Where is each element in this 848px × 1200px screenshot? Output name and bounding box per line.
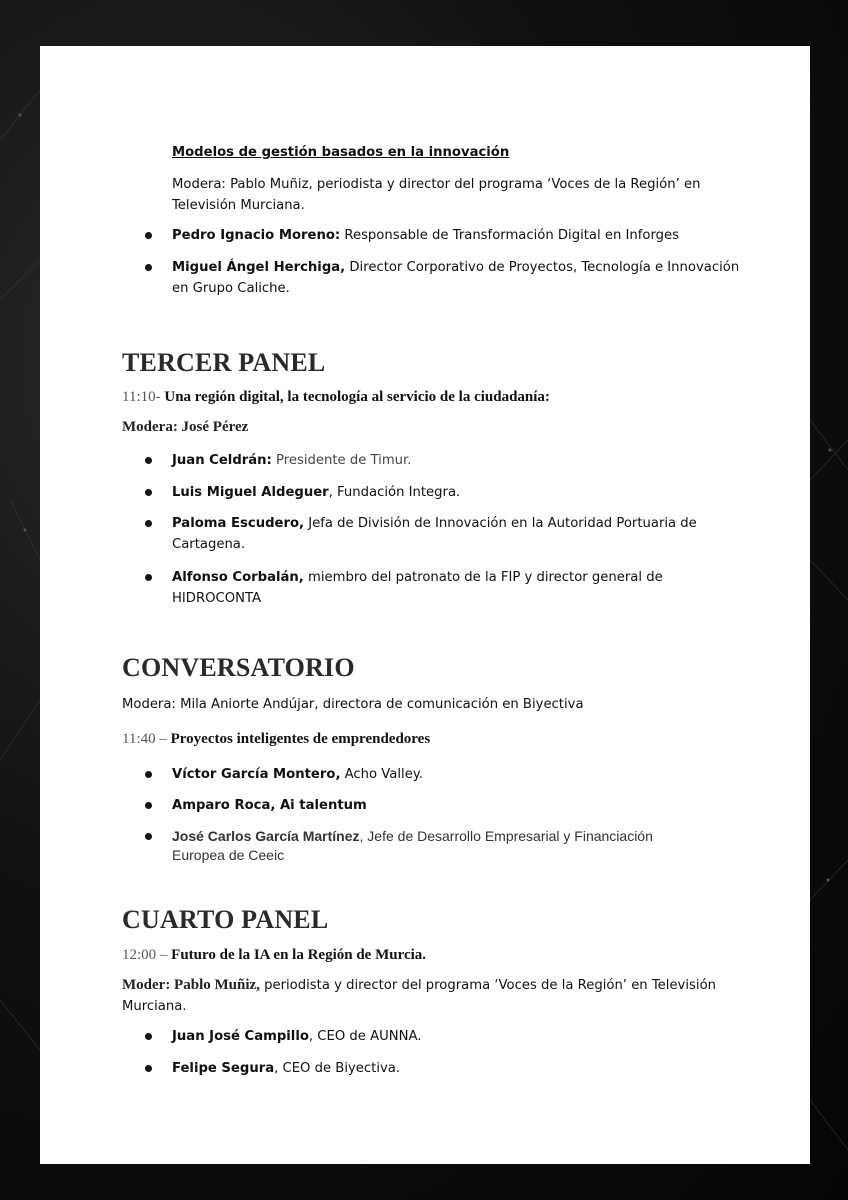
speaker-item <box>172 257 752 299</box>
speaker-item <box>172 827 752 865</box>
speaker-role-cont: en Grupo Caliche. <box>172 281 290 296</box>
speaker-item <box>172 1026 752 1047</box>
speaker-item <box>172 567 752 609</box>
speaker-role: , CEO de AUNNA. <box>308 1029 422 1044</box>
speaker-role-cont: Europea de Ceeic <box>172 847 285 863</box>
moderator-text-cont: Murciana. <box>122 999 187 1014</box>
speaker-item <box>172 482 752 503</box>
speaker-role-cont: Cartagena. <box>172 537 246 552</box>
speaker-name: Víctor García Montero, <box>172 767 341 782</box>
speaker-name: Juan José Campillo <box>172 1029 309 1044</box>
bullet-icon <box>145 833 152 840</box>
speaker-role: miembro del patronato de la FIP y director general de <box>303 570 663 585</box>
moderator-line: Modera: Mila Aniorte Andújar, directora de comunicación en Biyectiva <box>122 697 584 712</box>
speaker-role: Presidente de Timur. <box>271 453 412 468</box>
section-heading: Modelos de gestión basados en la innovación <box>172 145 510 160</box>
speaker-item <box>172 225 752 246</box>
speaker-name: Alfonso Corbalán, <box>172 570 304 585</box>
session-time: 11:40 – <box>122 731 167 747</box>
moderator-line: Modera: Pablo Muñiz, periodista y director del programa ‘Voces de la Región’ en <box>172 177 701 192</box>
bullet-icon <box>145 489 152 496</box>
section-title-tercer-panel: TERCER PANEL <box>122 348 326 377</box>
moderator-block <box>122 975 762 1017</box>
speaker-sep: : <box>334 228 341 243</box>
speaker-role: Director Corporativo de Proyectos, Tecnología e Innovación <box>345 260 740 275</box>
session-topic: Futuro de la IA en la Región de Murcia. <box>167 947 427 963</box>
speaker-role: , Jefe de Desarrollo Empresarial y Financiación <box>359 828 653 844</box>
moderator-text: periodista y director del programa ‘Voces de la Región’ en Televisión <box>259 978 716 993</box>
speaker-name: Felipe Segura <box>172 1061 275 1076</box>
speaker-name: Juan Celdrán: <box>172 453 272 468</box>
session-time: 11:10- <box>122 389 161 405</box>
bullet-icon <box>145 457 152 464</box>
moderator-label: Moder: Pablo Muñiz, <box>122 977 260 993</box>
speaker-name: Miguel Ángel Herchiga, <box>172 260 346 275</box>
bullet-icon <box>145 771 152 778</box>
session-time: 12:00 – <box>122 947 168 963</box>
document-page <box>40 46 810 1164</box>
speaker-name: Pedro Ignacio Moreno <box>172 228 335 243</box>
speaker-item <box>172 450 752 471</box>
speaker-name: Luis Miguel Aldeguer <box>172 485 329 500</box>
bullet-icon <box>145 232 152 239</box>
bullet-icon <box>145 264 152 271</box>
bullet-icon <box>145 802 152 809</box>
session-time-topic <box>122 945 426 965</box>
bullet-icon <box>145 520 152 527</box>
moderator-line-cont: Televisión Murciana. <box>172 198 305 213</box>
session-topic: Proyectos inteligentes de emprendedores <box>166 731 431 747</box>
speaker-name: Paloma Escudero, <box>172 516 305 531</box>
section-title-cuarto-panel: CUARTO PANEL <box>122 905 329 934</box>
speaker-item <box>172 513 752 555</box>
speaker-role-cont: HIDROCONTA <box>172 591 262 606</box>
speaker-item <box>172 795 752 816</box>
speaker-role: Jefa de División de Innovación en la Autoridad Portuaria de <box>304 516 697 531</box>
session-topic: Una región digital, la tecnología al servicio de la ciudadanía: <box>160 389 550 405</box>
moderator-line: Modera: José Pérez <box>122 419 249 435</box>
speaker-role: Responsable de Transformación Digital en Inforges <box>340 228 680 243</box>
speaker-item <box>172 1058 752 1079</box>
speaker-role: , Fundación Integra. <box>328 485 461 500</box>
bullet-icon <box>145 1033 152 1040</box>
speaker-name: José Carlos García Martínez <box>172 828 360 844</box>
speaker-role: , CEO de Biyectiva. <box>274 1061 401 1076</box>
speaker-name: Amparo Roca, Ai talentum <box>172 798 367 813</box>
speaker-role: Acho Valley. <box>340 767 423 782</box>
section-title-conversatorio: CONVERSATORIO <box>122 653 355 682</box>
speaker-item <box>172 764 752 785</box>
bullet-icon <box>145 574 152 581</box>
bullet-icon <box>145 1065 152 1072</box>
session-time-topic <box>122 729 430 749</box>
session-time-topic <box>122 387 550 407</box>
